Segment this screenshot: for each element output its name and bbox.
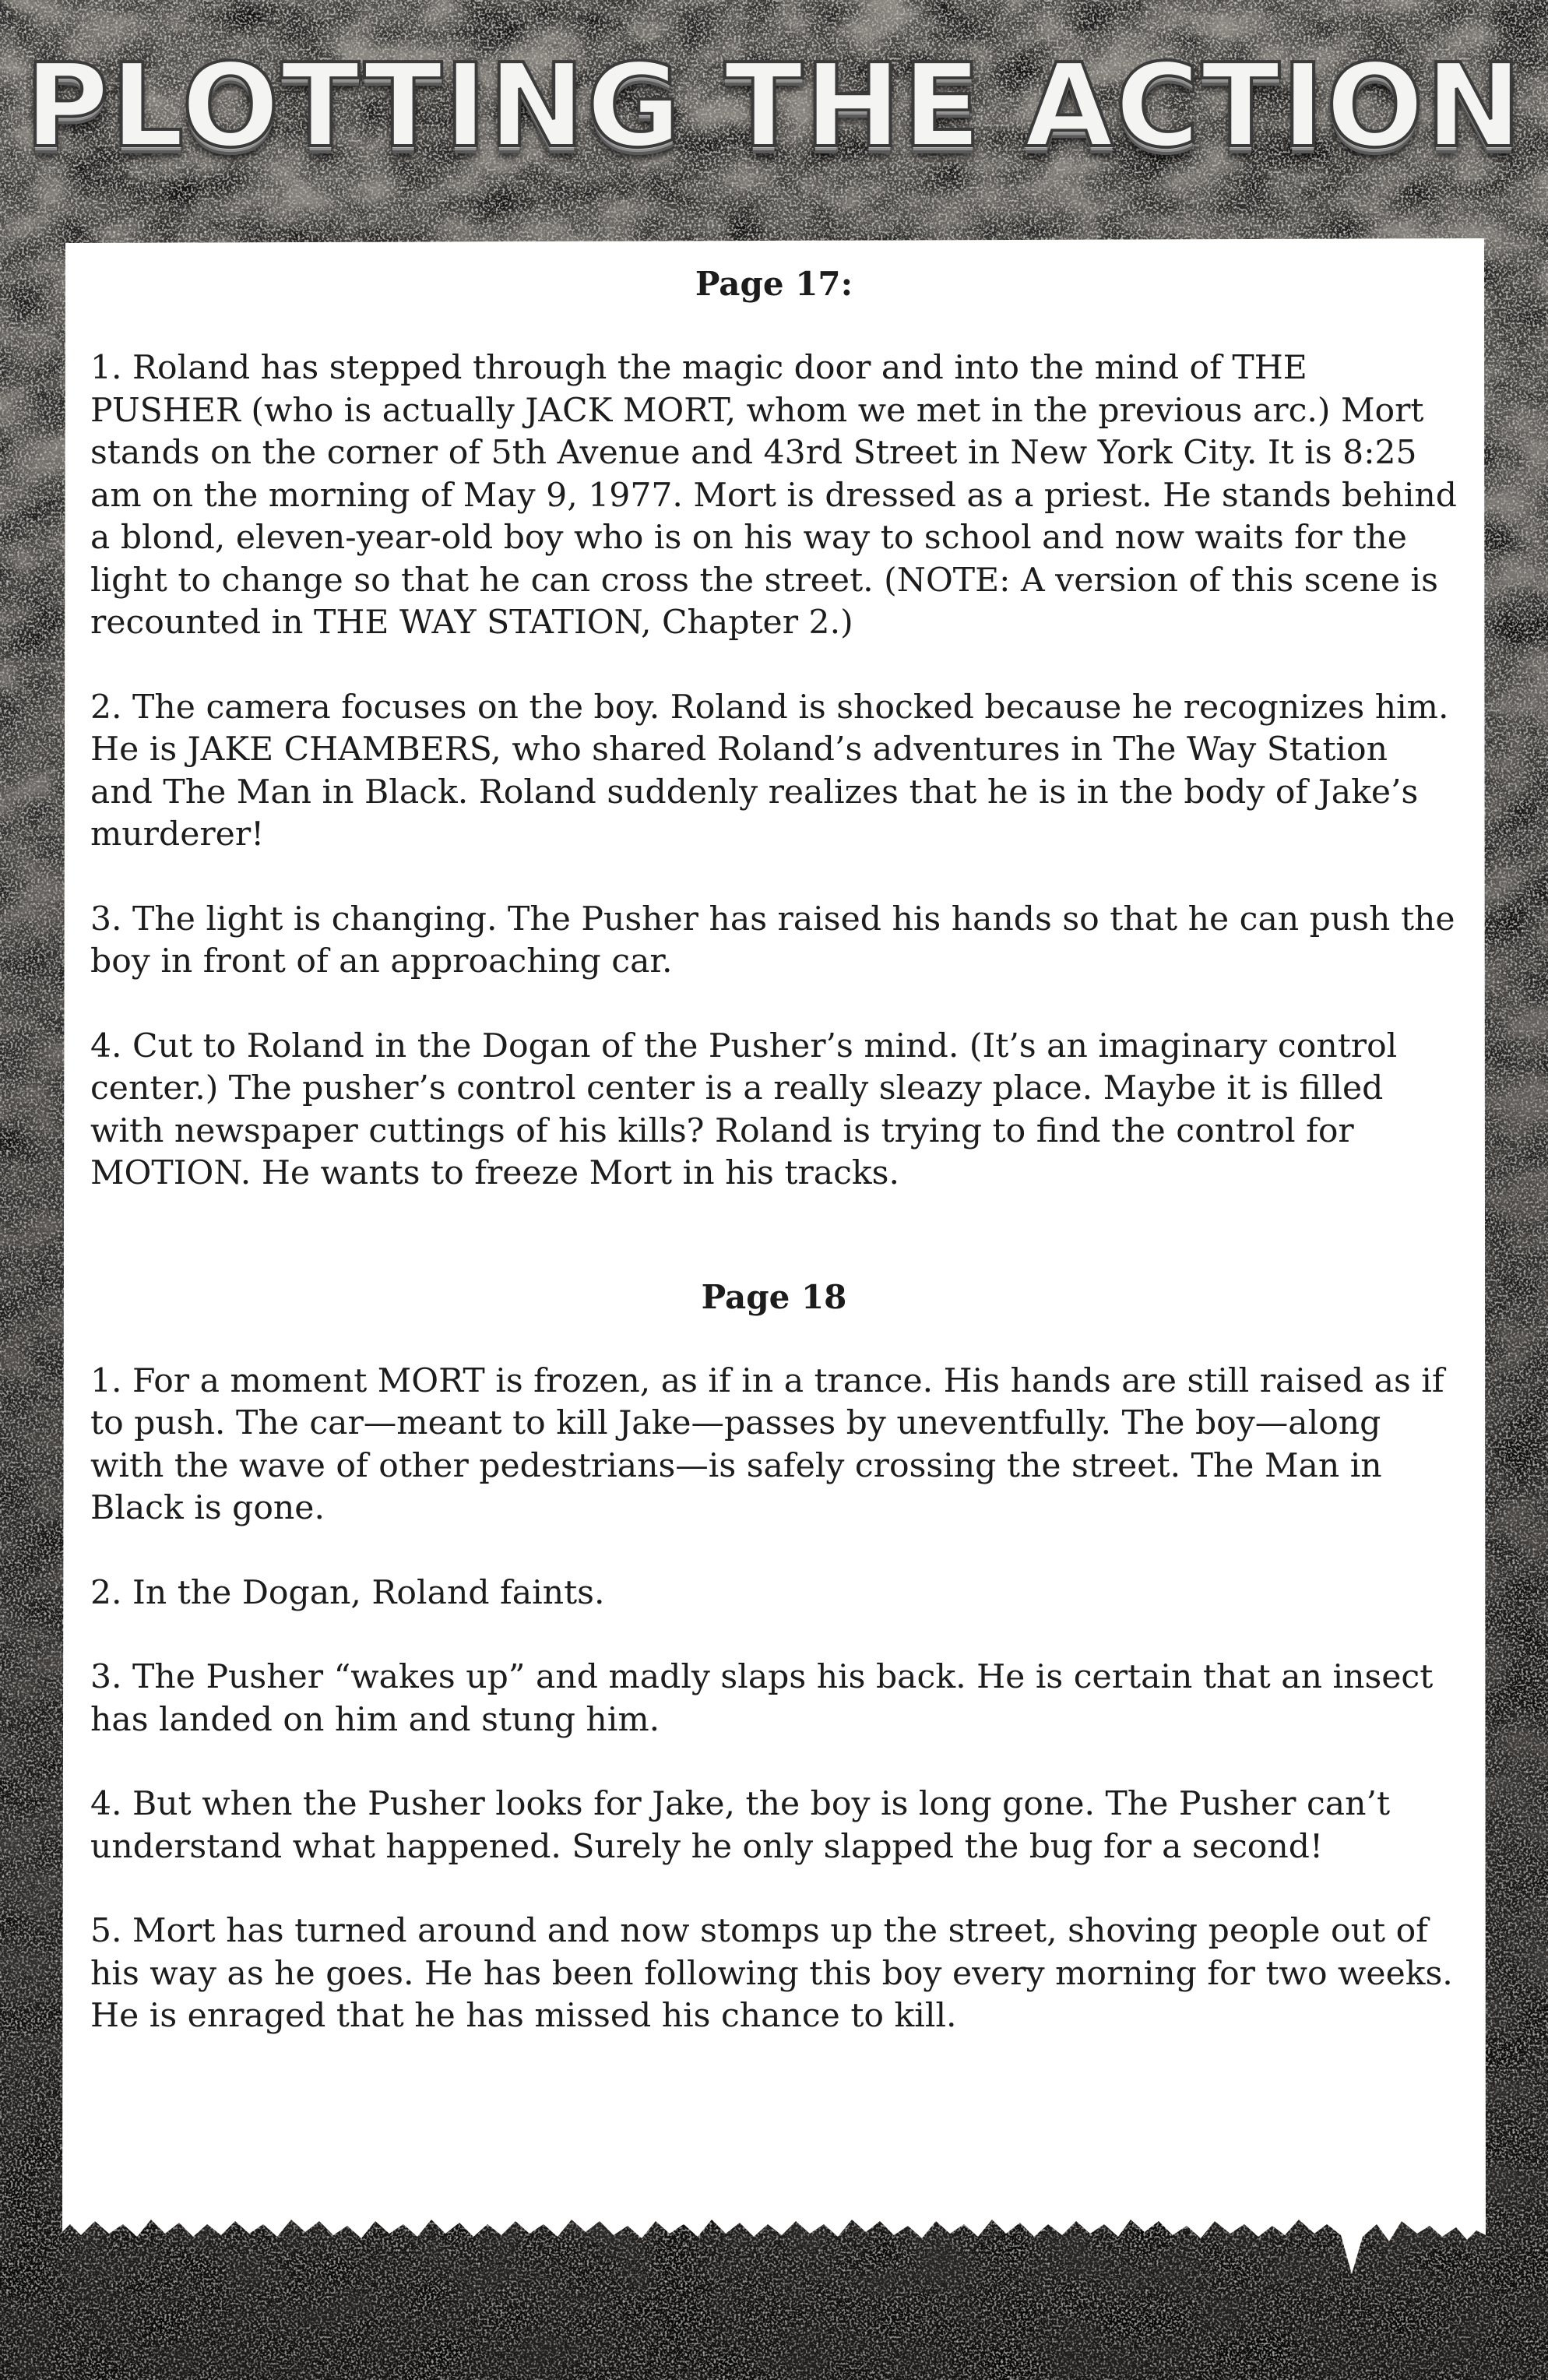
page-18-section (90, 1276, 1458, 2038)
page-title: PLOTTING THE ACTION (24, 39, 1524, 173)
plot-item: 1. Roland has stepped through the magic door and into the mind of THE PUSHER (who is actually JACK MORT, whom we met in the previous arc.) Mort stands on the corner of 5th Avenue and 43rd Street in New York City. It is 8:25 am on the morning of May 9, 1977. Mort is dressed as a priest. He stands behind a blond, eleven-year-old boy who is on his way to school and now waits for the light to change so that he can cross the street. (NOTE: A version of this scene is recounted in THE WAY STATION, Chapter 2.) (90, 349, 1457, 642)
section-heading: Page 17: (695, 265, 853, 303)
plot-item: 1. For a moment MORT is frozen, as if in a trance. His hands are still raised as if to push. The car—meant to kill Jake—passes by uneventfully. The boy—along with the wave of other pedestrians—is safely crossing the street. The Man in Black is gone. (90, 1361, 1444, 1527)
plot-item: 3. The Pusher “wakes up” and madly slaps his back. He is certain that an insect has landed on him and stung him. (90, 1658, 1434, 1739)
plot-item: 4. Cut to Roland in the Dogan of the Pusher’s mind. (It’s an imaginary control center.) The pusher’s control center is a really sleazy place. Maybe it is filled with newspaper cuttings of his kills? Roland is trying to find the control for MOTION. He wants to freeze Mort in his tracks. (90, 1026, 1398, 1192)
plot-content (90, 263, 1458, 2038)
section-heading: Page 18 (701, 1277, 847, 1316)
plot-item: 2. In the Dogan, Roland faints. (90, 1573, 605, 1612)
plot-item: 2. The camera focuses on the boy. Roland is shocked because he recognizes him. He is JAKE CHAMBERS, who shared Roland’s adventures in The Way Station and The Man in Black. Roland suddenly realizes that he is in the body of Jake’s murderer! (90, 688, 1449, 854)
plot-item: 3. The light is changing. The Pusher has raised his hands so that he can push the boy in front of an approaching car. (90, 900, 1455, 981)
plot-item: 4. But when the Pusher looks for Jake, the boy is long gone. The Pusher can’t understand what happened. Surely he only slapped the bug for a second! (90, 1785, 1391, 1866)
plot-item: 5. Mort has turned around and now stomps up the street, shoving people out of his way as he goes. He has been following this boy every morning for two weeks. He is enraged that he has missed his chance to kill. (90, 1912, 1453, 2035)
page-17-section (90, 263, 1458, 1195)
